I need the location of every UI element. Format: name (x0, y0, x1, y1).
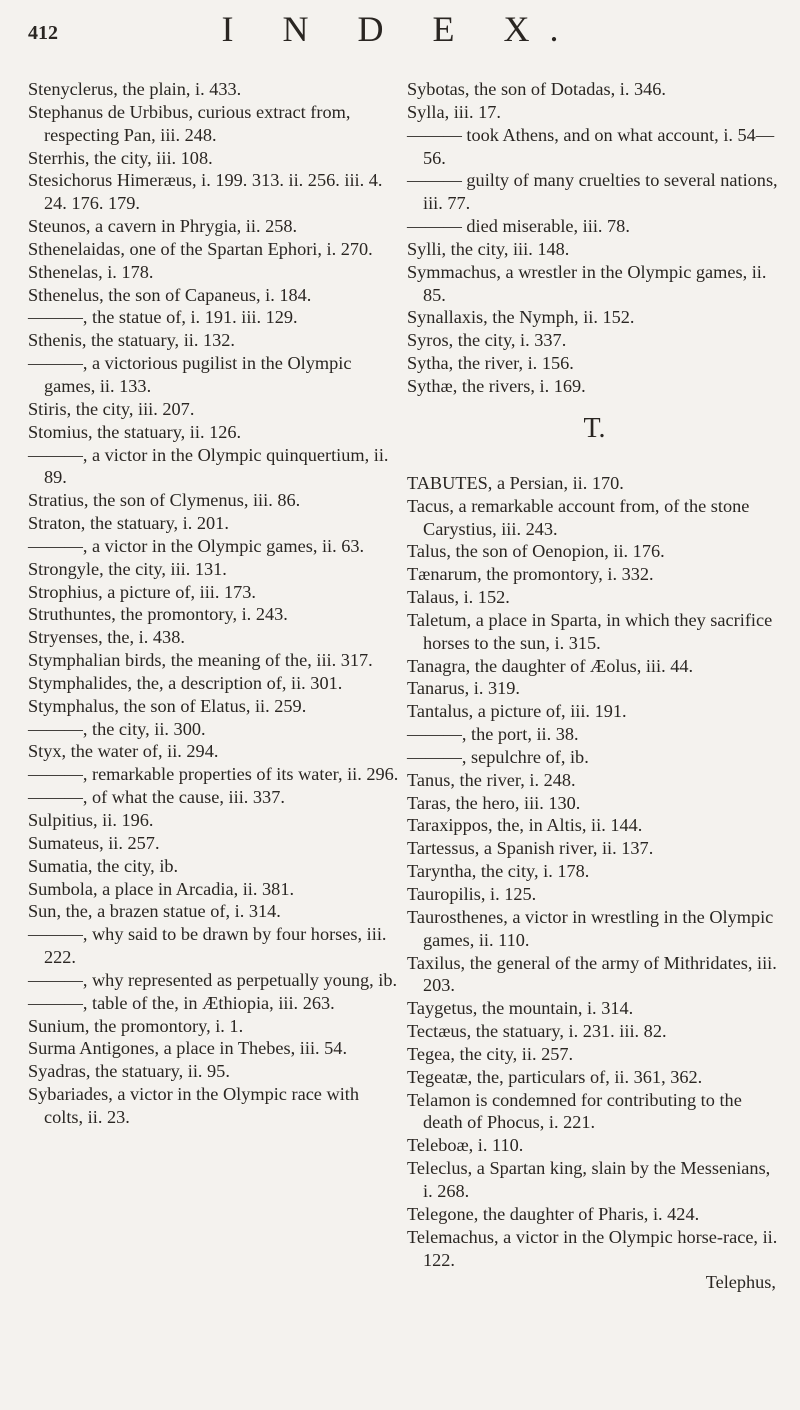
index-entry: Taras, the hero, iii. 130. (407, 792, 581, 813)
index-entry: Sythæ, the rivers, i. 169. (407, 375, 586, 396)
index-entry: ———, a victor in the Olympic quinquertium, ii. 89. (28, 444, 389, 488)
running-head: I N D E X. (221, 9, 579, 49)
index-entry: Taurosthenes, a victor in wrestling in the Olympic games, ii. 110. (407, 906, 774, 950)
index-entry: Sthenis, the statuary, ii. 132. (28, 330, 235, 351)
index-entry: Straton, the statuary, i. 201. (28, 513, 229, 534)
index-entry: Stymphalian birds, the meaning of the, iii. 317. (28, 650, 373, 671)
index-entry: Telegone, the daughter of Pharis, i. 424. (407, 1203, 700, 1224)
index-entry: Sylla, iii. 17. (407, 101, 501, 122)
index-entry: Sytha, the river, i. 156. (407, 353, 574, 374)
index-entry: Synallaxis, the Nymph, ii. 152. (407, 307, 635, 328)
index-entry: ———, of what the cause, iii. 337. (28, 787, 285, 808)
index-entry: Sybotas, the son of Dotadas, i. 346. (407, 79, 666, 99)
index-entry: Sulpitius, ii. 196. (28, 810, 154, 830)
index-entry: ———, the city, ii. 300. (28, 718, 206, 739)
index-entry: Surma Antigones, a place in Thebes, iii. 54. (28, 1038, 348, 1059)
catchword: Telephus, (705, 1272, 776, 1293)
index-entry: Tectæus, the statuary, i. 231. iii. 82. (407, 1021, 667, 1042)
index-entry: Syros, the city, i. 337. (407, 330, 567, 351)
index-entry: Sumateus, ii. 257. (28, 832, 160, 853)
index-entry: ———, the port, ii. 38. (407, 724, 579, 745)
index-entry: Sthenelus, the son of Capaneus, i. 184. (28, 284, 312, 305)
index-entry: Sumbola, a place in Arcadia, ii. 381. (28, 878, 295, 899)
right-column (407, 78, 782, 1294)
index-entry: Tænarum, the promontory, i. 332. (407, 564, 654, 585)
index-entry: ———, a victorious pugilist in the Olympic games, ii. 133. (28, 353, 352, 396)
index-entry: Tanus, the river, i. 248. (407, 769, 576, 790)
index-entry: Stenyclerus, the plain, i. 433. (28, 79, 242, 99)
index-entry: Stephanus de Urbibus, curious extract from, respecting Pan, iii. 248. (28, 101, 351, 145)
index-entry: Styx, the water of, ii. 294. (28, 741, 219, 762)
index-entry: TABUTES, a Persian, ii. 170. (407, 472, 624, 493)
index-entry: Tanarus, i. 319. (407, 678, 520, 699)
index-entry: Sterrhis, the city, iii. 108. (28, 147, 213, 168)
index-entry: Tanagra, the daughter of Æolus, iii. 44. (407, 655, 694, 676)
index-entry: Stomius, the statuary, ii. 126. (28, 421, 242, 442)
section-letter: T. (583, 412, 606, 444)
index-entry: ———, the statue of, i. 191. iii. 129. (28, 307, 298, 328)
index-entry: Stratius, the son of Clymenus, iii. 86. (28, 490, 301, 511)
index-entry: Sunium, the promontory, i. 1. (28, 1015, 244, 1036)
index-entry: Stiris, the city, iii. 207. (28, 398, 195, 419)
left-column (28, 78, 400, 1129)
index-entry: Telemachus, a victor in the Olympic horse-race, ii. 122. (407, 1226, 778, 1270)
index-entry: ———, why represented as perpetually young, ib. (28, 969, 398, 990)
right-column-t-entries (407, 472, 782, 1272)
index-entry: Taletum, a place in Sparta, in which they sacrifice horses to the sun, i. 315. (407, 609, 773, 653)
index-entry: Talus, the son of Oenopion, ii. 176. (407, 541, 665, 562)
index-entry: ———, remarkable properties of its water, ii. 296. (28, 764, 399, 785)
right-column-s-entries (407, 78, 782, 398)
index-entry: ———, a victor in the Olympic games, ii. 63. (28, 535, 365, 556)
index-entry: Steunos, a cavern in Phrygia, ii. 258. (28, 216, 298, 237)
index-entry: Strophius, a picture of, iii. 173. (28, 581, 256, 602)
index-entry: Tantalus, a picture of, iii. 191. (407, 701, 627, 722)
index-entry: ———, why said to be drawn by four horses, iii. 222. (28, 924, 387, 968)
index-entry: Taxilus, the general of the army of Mithridates, iii. 203. (407, 952, 777, 996)
index-entry: Taygetus, the mountain, i. 314. (407, 998, 634, 1019)
index-entry: Stesichorus Himeræus, i. 199. 313. ii. 256. iii. 4. 24. 176. 179. (28, 170, 383, 214)
index-entry: ———, table of the, in Æthiopia, iii. 263. (28, 992, 335, 1013)
index-entry: Taryntha, the city, i. 178. (407, 861, 590, 882)
index-entry: Talaus, i. 152. (407, 587, 510, 608)
index-entry: Tartessus, a Spanish river, ii. 137. (407, 838, 654, 859)
index-entry: Struthuntes, the promontory, i. 243. (28, 604, 288, 625)
index-entry: Telamon is condemned for contributing to the death of Phocus, i. 221. (407, 1089, 742, 1133)
index-entry: Tauropilis, i. 125. (407, 884, 537, 904)
index-entry: Sthenelaidas, one of the Spartan Ephori, i. 270. (28, 238, 373, 259)
index-entry: Taraxippos, the, in Altis, ii. 144. (407, 815, 643, 836)
index-entry: Tegeatæ, the, particulars of, ii. 361, 362. (407, 1066, 703, 1087)
index-entry: Strongyle, the city, iii. 131. (28, 558, 227, 579)
index-entry: Tacus, a remarkable account from, of the stone Carystius, iii. 243. (407, 495, 750, 539)
index-entry: Sylli, the city, iii. 148. (407, 238, 570, 259)
index-entry: Sun, the, a brazen statue of, i. 314. (28, 901, 281, 922)
index-entry: Sthenelas, i. 178. (28, 261, 154, 282)
index-entry: Stymphalides, the, a description of, ii. 301. (28, 672, 343, 693)
index-entry: ———, sepulchre of, ib. (407, 746, 589, 767)
index-entry: Stryenses, the, i. 438. (28, 627, 185, 648)
index-entry: ——— guilty of many cruelties to several nations, iii. 77. (407, 170, 778, 214)
index-entry: Syadras, the statuary, ii. 95. (28, 1061, 230, 1082)
index-entry: Tegea, the city, ii. 257. (407, 1043, 574, 1064)
index-entry: Teleclus, a Spartan king, slain by the Messenians, i. 268. (407, 1158, 771, 1201)
index-entry: Symmachus, a wrestler in the Olympic games, ii. 85. (407, 261, 767, 305)
index-entry: ——— took Athens, and on what account, i. 54—56. (407, 124, 775, 168)
index-entry: Teleboæ, i. 110. (407, 1135, 524, 1156)
page-number: 412 (28, 22, 58, 44)
index-entry: ——— died miserable, iii. 78. (407, 216, 630, 237)
index-entry: Stymphalus, the son of Elatus, ii. 259. (28, 695, 307, 716)
index-entry: Sybariades, a victor in the Olympic race with colts, ii. 23. (28, 1084, 359, 1127)
index-entry: Sumatia, the city, ib. (28, 855, 179, 876)
